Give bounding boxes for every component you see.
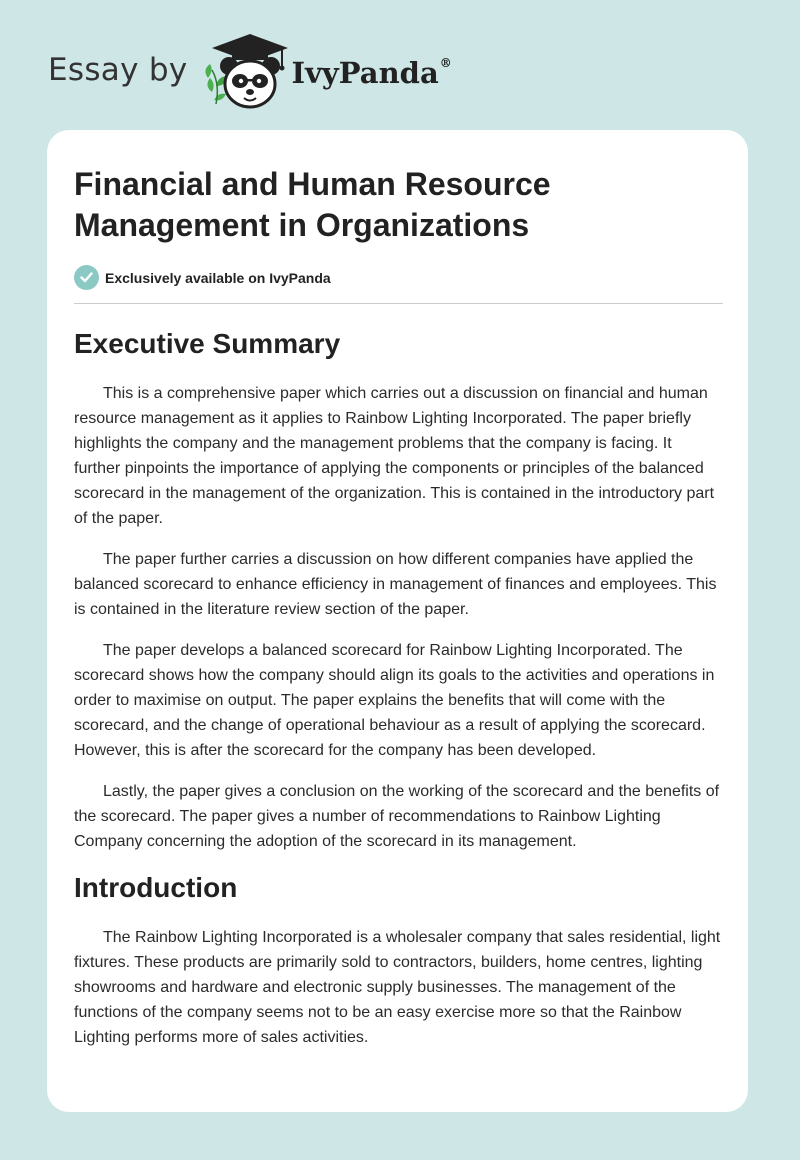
section-heading: Introduction	[74, 872, 238, 903]
section-heading: Executive Summary	[74, 328, 341, 359]
check-icon	[74, 265, 99, 290]
paragraph: Lastly, the paper gives a conclusion on the working of the scorecard and the benefits of the scorecard. The paper gives a number of recommendations to Rainbow Lighting Company concerning the adoption of the scorecard in its management.	[74, 783, 720, 850]
paragraph: The Rainbow Lighting Incorporated is a wholesaler company that sales residential, light fixtures. These products are primarily sold to contractors, builders, home centres, lighting showrooms and hardware and electronic supply businesses. The management of the functions of the company seems not to be an easy exercise more so that the Rainbow Lighting performs more of sales activities.	[74, 929, 721, 1046]
exclusive-badge-label: Exclusively available on IvyPanda	[105, 269, 331, 286]
paragraph: This is a comprehensive paper which carries out a discussion on financial and human resource management as it applies to Rainbow Lighting Incorporated. The paper briefly highlights the company and the management problems that the company is facing. It further pinpoints the importance of applying the components or principles of the balanced scorecard in the management of the organization. This is contained in the introductory part of the paper.	[74, 385, 715, 527]
panda-logo-icon	[202, 30, 288, 110]
page-title: Financial and Human Resource Management in Organizations	[74, 166, 551, 243]
section-executive-summary	[74, 327, 721, 854]
registered-mark: ®	[439, 56, 452, 70]
site-brand[interactable]	[48, 30, 452, 110]
paragraph: The paper further carries a discussion on how different companies have applied the balanced scorecard to enhance efficiency in management of finances and employees. This is contained in the literature review section of the paper.	[74, 551, 717, 618]
exclusive-badge	[74, 265, 721, 290]
brand-name: IvyPanda®	[291, 56, 452, 90]
brand-prefix: Essay by	[48, 52, 188, 88]
essay-card	[47, 130, 748, 1112]
section-introduction	[74, 871, 721, 1050]
title-divider	[74, 303, 723, 304]
paragraph: The paper develops a balanced scorecard for Rainbow Lighting Incorporated. The scorecard shows how the company should align its goals to the activities and operations in order to maximise on output. The paper explains the benefits that will come with the scorecard, and the change of operational behaviour as a result of applying the scorecard. However, this is after the scorecard for the company has been developed.	[74, 642, 715, 759]
